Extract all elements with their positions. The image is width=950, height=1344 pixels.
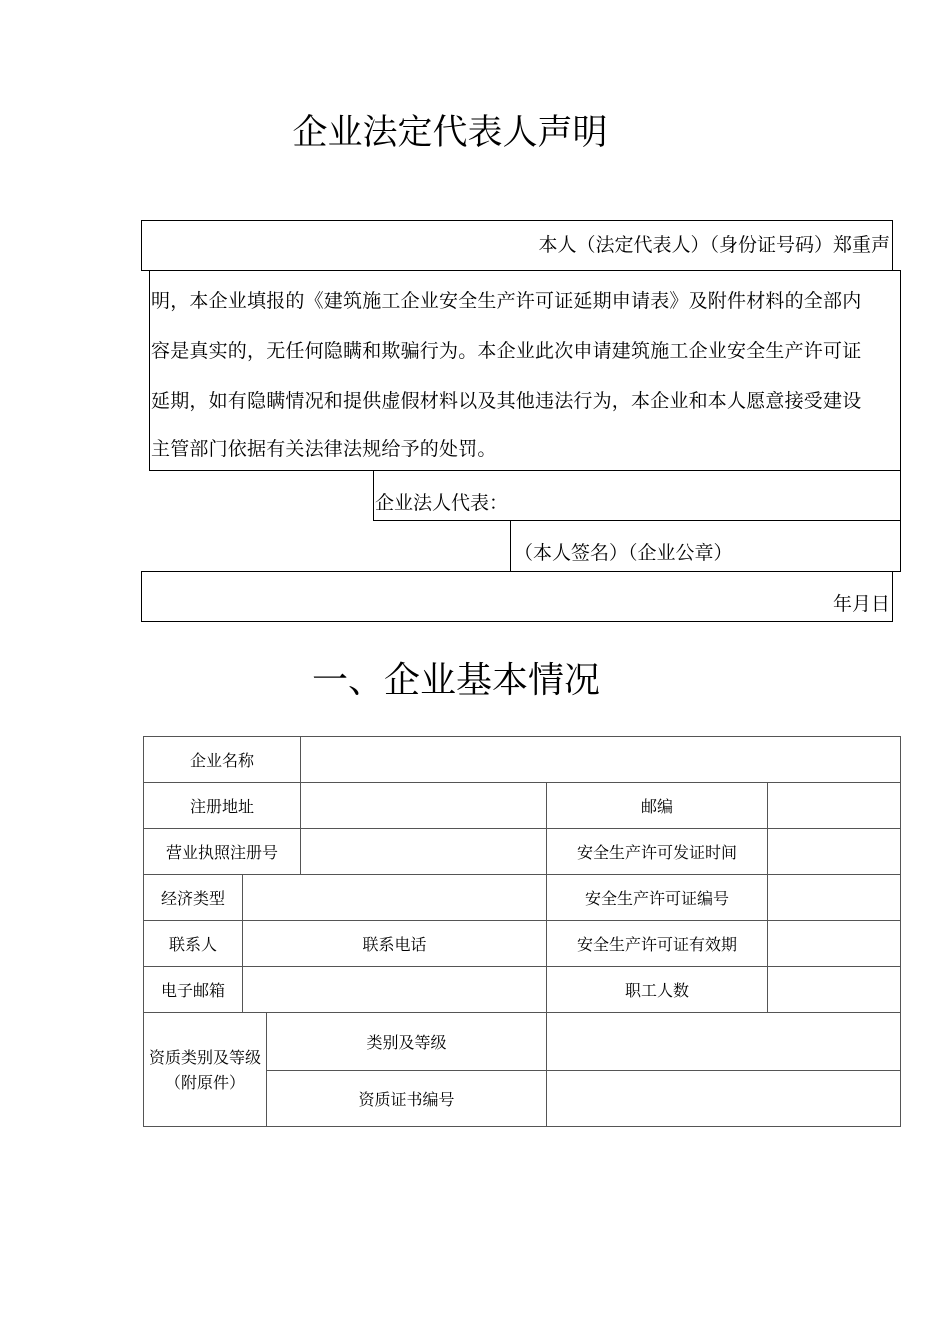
table-row — [144, 967, 901, 1013]
email-value[interactable] — [243, 967, 547, 1013]
table-row — [144, 829, 901, 875]
declaration-body-line: 延期，如有隐瞒情况和提供虚假材料以及其他违法行为，本企业和本人愿意接受建设 — [151, 390, 862, 412]
company-name-label: 企业名称 — [144, 737, 301, 783]
cert-no-label: 资质证书编号 — [267, 1071, 547, 1127]
declaration-body-line: 明，本企业填报的《建筑施工企业安全生产许可证延期申请表》及附件材料的全部内 — [151, 290, 862, 312]
declaration-title: 企业法定代表人声明 — [292, 113, 608, 153]
table-row — [144, 921, 901, 967]
permit-no-value[interactable] — [768, 875, 901, 921]
contact-person-label: 联系人 — [144, 921, 243, 967]
date-label: 年月日 — [141, 571, 893, 622]
table-row — [144, 1013, 901, 1071]
section-title: 一、企业基本情况 — [311, 660, 600, 701]
license-reg-no-label: 营业执照注册号 — [144, 829, 301, 875]
permit-no-label: 安全生产许可证编号 — [547, 875, 768, 921]
qualification-label: 资质类别及等级（附原件） — [144, 1013, 267, 1127]
declaration-body — [149, 270, 901, 471]
email-label: 电子邮箱 — [144, 967, 243, 1013]
reg-address-value[interactable] — [301, 783, 547, 829]
permit-issue-time-value[interactable] — [768, 829, 901, 875]
license-reg-no-value[interactable] — [301, 829, 547, 875]
table-row — [144, 737, 901, 783]
economic-type-label: 经济类型 — [144, 875, 243, 921]
legal-representative-label: 企业法人代表： — [373, 470, 901, 521]
category-grade-value[interactable] — [547, 1013, 901, 1071]
signature-seal-label: （本人签名）（企业公章） — [510, 520, 901, 572]
company-info-table — [143, 736, 901, 1127]
contact-phone-label: 联系电话 — [243, 921, 547, 967]
table-row — [144, 783, 901, 829]
staff-count-value[interactable] — [768, 967, 901, 1013]
postcode-value[interactable] — [768, 783, 901, 829]
category-grade-label: 类别及等级 — [267, 1013, 547, 1071]
declaration-body-line: 主管部门依据有关法律法规给予的处罚。 — [151, 438, 497, 460]
reg-address-label: 注册地址 — [144, 783, 301, 829]
permit-validity-label: 安全生产许可证有效期 — [547, 921, 768, 967]
table-row — [144, 875, 901, 921]
declaration-opening-line: 本人（法定代表人）（身份证号码）郑重声 — [141, 220, 893, 271]
cert-no-value[interactable] — [547, 1071, 901, 1127]
staff-count-label: 职工人数 — [547, 967, 768, 1013]
economic-type-value[interactable] — [243, 875, 547, 921]
declaration-body-line: 容是真实的，无任何隐瞒和欺骗行为。本企业此次申请建筑施工企业安全生产许可证 — [151, 340, 862, 362]
company-name-value[interactable] — [301, 737, 901, 783]
postcode-label: 邮编 — [547, 783, 768, 829]
permit-validity-value[interactable] — [768, 921, 901, 967]
permit-issue-time-label: 安全生产许可发证时间 — [547, 829, 768, 875]
